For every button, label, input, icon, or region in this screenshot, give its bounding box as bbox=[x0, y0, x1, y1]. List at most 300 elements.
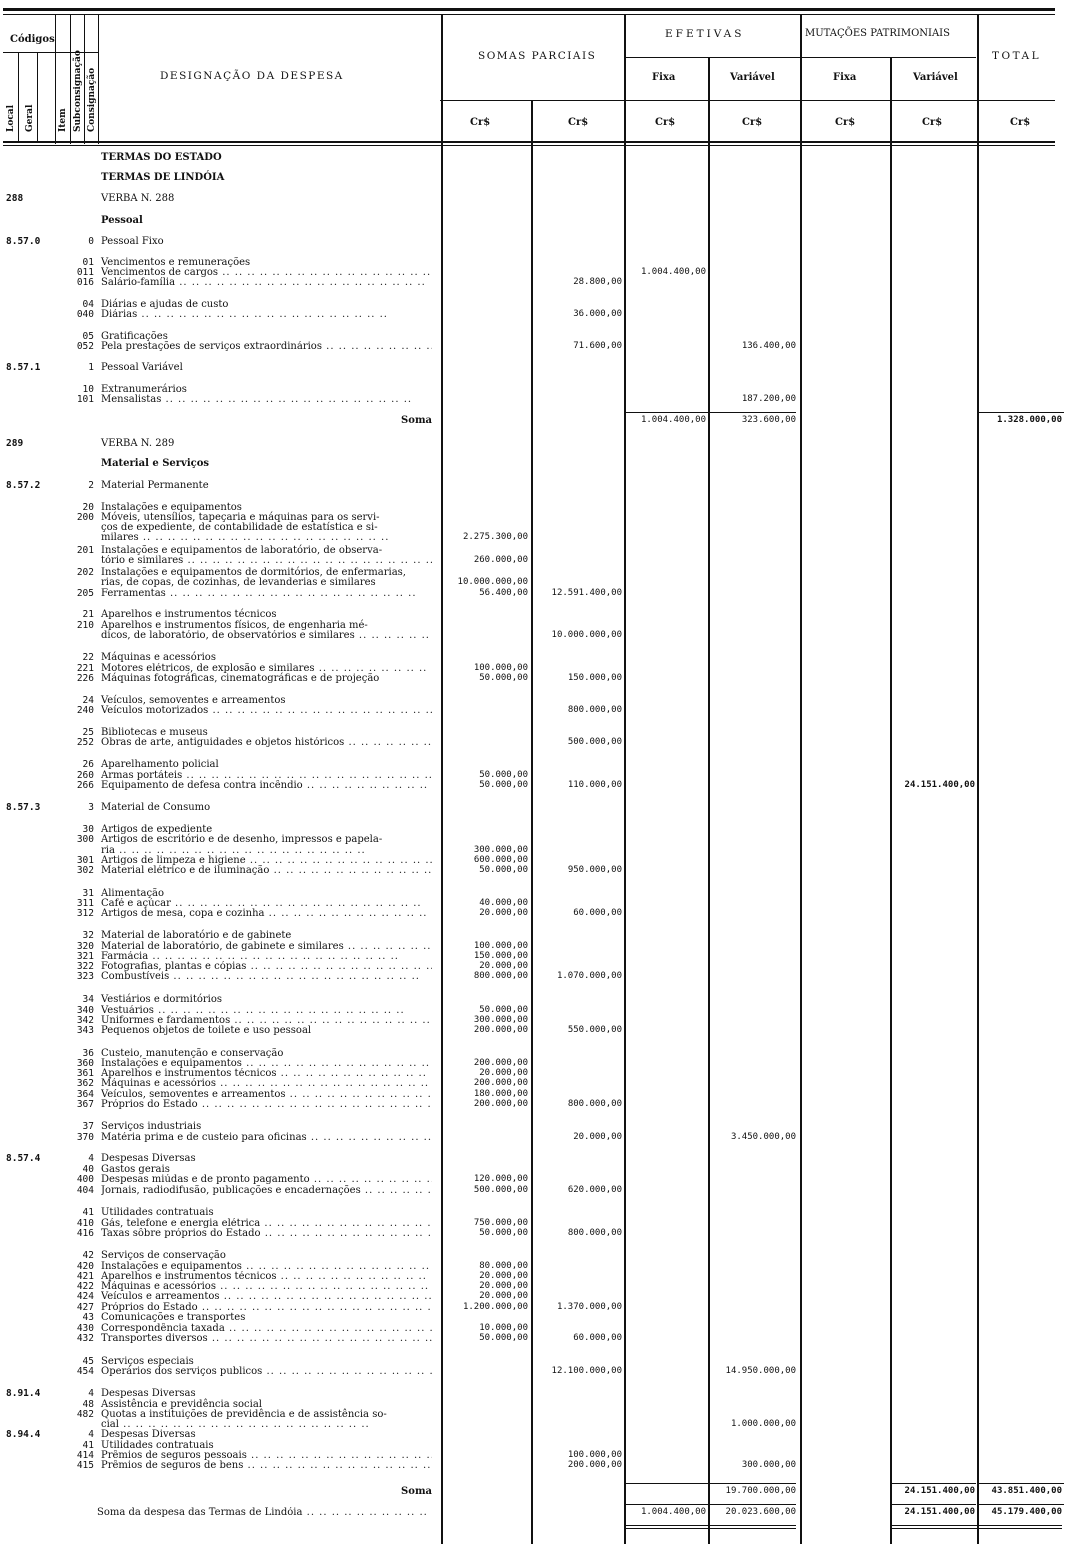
item-code: 24 bbox=[82, 695, 94, 706]
partial-sum-2: 800.000,00 bbox=[567, 705, 622, 715]
partial-sum-1: 50.000,00 bbox=[479, 865, 528, 875]
item-code: 482 bbox=[76, 1409, 94, 1420]
local-code: 8.57.1 bbox=[6, 362, 41, 373]
mutacoes-variavel-value: 24.151.400,00 bbox=[904, 780, 975, 790]
expense-description: Despesas Diversas bbox=[101, 1153, 196, 1164]
item-code: 0 bbox=[88, 236, 94, 247]
partial-sum-2: 800.000,00 bbox=[567, 1228, 622, 1238]
expense-description: Vencimentos e remunerações bbox=[101, 257, 251, 268]
item-code: 240 bbox=[76, 705, 94, 716]
col-rule-subconsig bbox=[84, 14, 85, 144]
local-code: 8.57.3 bbox=[6, 802, 41, 813]
grand-total-label: Soma da despesa das Termas de Lindóia .. .. bbox=[97, 1507, 432, 1518]
item-code: 430 bbox=[76, 1323, 94, 1334]
efetivas-variavel-value: 136.400,00 bbox=[741, 341, 796, 351]
partial-sum-1: 300.000,00 bbox=[473, 1015, 528, 1025]
partial-sum-2: 60.000,00 bbox=[573, 908, 622, 918]
efetivas-variavel-value: 20.023.600,00 bbox=[725, 1507, 796, 1517]
col-rule-geral bbox=[37, 52, 38, 142]
item-code: 421 bbox=[76, 1271, 94, 1282]
partial-sum-1: 300.000,00 bbox=[473, 845, 528, 855]
expense-description: Assistência e previdência social bbox=[101, 1399, 262, 1410]
expense-description: Gratificações bbox=[101, 331, 168, 342]
mutacoes-variavel-value: 24.151.400,00 bbox=[904, 1486, 975, 1496]
local-code: 8.57.4 bbox=[6, 1153, 41, 1164]
mutacoes-header: MUTAÇÕES PATRIMONIAIS bbox=[805, 28, 950, 39]
expense-description: tório e similares .. .. bbox=[101, 555, 432, 566]
partial-sum-1: 50.000,00 bbox=[479, 1005, 528, 1015]
expense-description: ços de expediente, de contabilidade de estatística e si- bbox=[101, 522, 378, 533]
expense-description: Prêmios de seguros de bens .. .. bbox=[101, 1460, 432, 1471]
partial-sum-1: 1.200.000,00 bbox=[462, 1302, 528, 1312]
expense-description: Mensalistas .. .. bbox=[101, 394, 412, 405]
partial-sum-1: 200.000,00 bbox=[473, 1058, 528, 1068]
item-code: 4 bbox=[88, 1388, 94, 1399]
expense-description: Veículos, semoventes e arreamentos .. .. bbox=[101, 1089, 432, 1100]
item-code: 202 bbox=[76, 567, 94, 578]
partial-sum-1: 50.000,00 bbox=[479, 780, 528, 790]
partial-sum-1: 80.000,00 bbox=[479, 1261, 528, 1271]
item-code: 343 bbox=[76, 1025, 94, 1036]
expense-description: VERBA N. 288 bbox=[101, 193, 175, 204]
partial-sum-1: 10.000.000,00 bbox=[457, 577, 528, 587]
item-code: 427 bbox=[76, 1302, 94, 1313]
col-rule-item bbox=[70, 14, 71, 144]
partial-sum-1: 800.000,00 bbox=[473, 971, 528, 981]
partial-sum-2: 110.000,00 bbox=[567, 780, 622, 790]
col-consignacao-label: Consignação bbox=[87, 67, 97, 132]
item-code: 370 bbox=[76, 1132, 94, 1143]
item-code: 48 bbox=[82, 1399, 94, 1410]
item-code: 1 bbox=[88, 362, 94, 373]
col-rule-local bbox=[18, 52, 19, 142]
item-code: 3 bbox=[88, 802, 94, 813]
item-code: 40 bbox=[82, 1164, 94, 1175]
expense-description: Material de laboratório, de gabinete e similares .. .. bbox=[101, 941, 432, 952]
expense-description: Veículos, semoventes e arreamentos bbox=[101, 695, 286, 706]
item-code: 226 bbox=[76, 673, 94, 684]
partial-sum-2: 800.000,00 bbox=[567, 1099, 622, 1109]
expense-description: Artigos de limpeza e higiene .. .. bbox=[101, 855, 432, 866]
item-code: 01 bbox=[82, 257, 94, 268]
expense-description: TERMAS DO ESTADO bbox=[101, 152, 222, 163]
item-code: 266 bbox=[76, 780, 94, 791]
item-code: 360 bbox=[76, 1058, 94, 1069]
sum-rule bbox=[626, 412, 796, 413]
expense-description: Quotas a instituições de previdência e de assistência so- bbox=[101, 1409, 387, 1420]
item-code: 252 bbox=[76, 737, 94, 748]
item-code: 22 bbox=[82, 652, 94, 663]
col-rule-mutacoes-left bbox=[800, 14, 802, 1544]
expense-description: Veículos motorizados .. .. bbox=[101, 705, 432, 716]
item-code: 201 bbox=[76, 545, 94, 556]
expense-description: Material e Serviços bbox=[101, 458, 210, 469]
partial-sum-1: 56.400,00 bbox=[479, 588, 528, 598]
partial-sum-1: 50.000,00 bbox=[479, 770, 528, 780]
col-rule-efetivas-left bbox=[624, 14, 626, 1544]
partial-sum-1: 750.000,00 bbox=[473, 1218, 528, 1228]
grand-total-underline bbox=[892, 1525, 1062, 1526]
partial-sum-2: 100.000,00 bbox=[567, 1450, 622, 1460]
expense-description: Despesas miúdas e de pronto pagamento .. .. bbox=[101, 1174, 432, 1185]
expense-description: Diárias e ajudas de custo bbox=[101, 299, 229, 310]
partial-sum-2: 550.000,00 bbox=[567, 1025, 622, 1035]
item-code: 34 bbox=[82, 994, 94, 1005]
expense-description: Salário-família .. .. bbox=[101, 277, 426, 288]
partial-sum-2: 12.591.400,00 bbox=[551, 588, 622, 598]
item-code: 416 bbox=[76, 1228, 94, 1239]
partial-sum-2: 1.070.000,00 bbox=[556, 971, 622, 981]
item-code: 04 bbox=[82, 299, 94, 310]
expense-description: Máquinas e acessórios bbox=[101, 652, 216, 663]
expense-description: Motores elétricos, de explosão e similares .. .. bbox=[101, 663, 432, 674]
expense-description: Instalações e equipamentos de laboratório, de observa- bbox=[101, 545, 383, 556]
expense-description: Matéria prima e de custeio para oficinas .. .. bbox=[101, 1132, 432, 1143]
total-header: TOTAL bbox=[992, 50, 1042, 62]
expense-description: Diárias .. .. bbox=[101, 309, 388, 320]
expense-description: Artigos de expediente bbox=[101, 824, 213, 835]
expense-description: Obras de arte, antiguidades e objetos históricos .. .. bbox=[101, 737, 432, 748]
item-code: 040 bbox=[76, 309, 94, 320]
local-code: 289 bbox=[6, 438, 24, 449]
partial-sum-1: 100.000,00 bbox=[473, 941, 528, 951]
item-code: 210 bbox=[76, 620, 94, 631]
expense-description: Vestuários .. .. bbox=[101, 1005, 405, 1016]
item-code: 400 bbox=[76, 1174, 94, 1185]
partial-sum-2: 36.000,00 bbox=[573, 309, 622, 319]
partial-sum-2: 28.800,00 bbox=[573, 277, 622, 287]
expense-description: Ferramentas .. .. bbox=[101, 588, 417, 599]
item-code: 362 bbox=[76, 1078, 94, 1089]
item-code: 415 bbox=[76, 1460, 94, 1471]
item-code: 101 bbox=[76, 394, 94, 405]
item-code: 260 bbox=[76, 770, 94, 781]
codigos-label: Códigos bbox=[10, 34, 55, 45]
partial-sum-1: 10.000,00 bbox=[479, 1323, 528, 1333]
expense-description: VERBA N. 289 bbox=[101, 438, 175, 449]
partial-sum-1: 180.000,00 bbox=[473, 1089, 528, 1099]
item-code: 26 bbox=[82, 759, 94, 770]
top-border bbox=[3, 8, 1055, 11]
local-code: 288 bbox=[6, 193, 24, 204]
expense-description: Máquinas e acessórios .. .. bbox=[101, 1281, 432, 1292]
expense-description: Artigos de mesa, copa e cozinha .. .. bbox=[101, 908, 432, 919]
currency-efetivas-variavel: Cr$ bbox=[742, 117, 763, 128]
currency-total: Cr$ bbox=[1010, 117, 1031, 128]
local-code: 8.57.2 bbox=[6, 480, 41, 491]
expense-description: Pequenos objetos de toilete e uso pessoal bbox=[101, 1025, 312, 1036]
col-rule-codigos bbox=[55, 14, 56, 144]
item-code: 301 bbox=[76, 855, 94, 866]
partial-sum-2: 20.000,00 bbox=[573, 1132, 622, 1142]
efetivas-fixa-value: 1.004.400,00 bbox=[640, 415, 706, 425]
partial-sum-2: 500.000,00 bbox=[567, 737, 622, 747]
item-code: 312 bbox=[76, 908, 94, 919]
partial-sum-1: 120.000,00 bbox=[473, 1174, 528, 1184]
col-local-label: Local bbox=[6, 104, 16, 132]
partial-sum-2: 620.000,00 bbox=[567, 1185, 622, 1195]
partial-sum-1: 2.275.300,00 bbox=[462, 532, 528, 542]
expense-description: dicos, de laboratório, de observatórios e similares .. .. bbox=[101, 630, 432, 641]
grand-total-underline bbox=[626, 1528, 796, 1529]
efetivas-variavel-value: 323.600,00 bbox=[741, 415, 796, 425]
expense-description: Utilidades contratuais bbox=[101, 1440, 214, 1451]
sum-rule bbox=[626, 1483, 796, 1484]
mutacoes-variavel-value: 24.151.400,00 bbox=[904, 1507, 975, 1517]
item-code: 323 bbox=[76, 971, 94, 982]
expense-description: Alimentação bbox=[101, 888, 165, 899]
currency-efetivas-fixa: Cr$ bbox=[655, 117, 676, 128]
partial-sum-1: 500.000,00 bbox=[473, 1185, 528, 1195]
expense-description: Serviços industriais bbox=[101, 1121, 202, 1132]
item-code: 4 bbox=[88, 1153, 94, 1164]
efetivas-header: EFETIVAS bbox=[665, 28, 745, 40]
expense-description: Gastos gerais bbox=[101, 1164, 170, 1175]
partial-sum-2: 10.000.000,00 bbox=[551, 630, 622, 640]
item-code: 016 bbox=[76, 277, 94, 288]
expense-description: Material de Consumo bbox=[101, 802, 211, 813]
partial-sum-1: 260.000,00 bbox=[473, 555, 528, 565]
expense-description: ria .. .. bbox=[101, 845, 366, 856]
partial-sum-1: 20.000,00 bbox=[479, 961, 528, 971]
partial-sum-1: 50.000,00 bbox=[479, 673, 528, 683]
expense-description: Despesas Diversas bbox=[101, 1429, 196, 1440]
expense-description: Máquinas fotográficas, cinematográficas e de projeção bbox=[101, 673, 380, 684]
expense-description: Instalações e equipamentos .. .. bbox=[101, 1261, 432, 1272]
expense-description: Correspondência taxada .. .. bbox=[101, 1323, 432, 1334]
expense-description: Pela prestações de serviços extraordinários .. .. bbox=[101, 341, 432, 352]
item-code: 321 bbox=[76, 951, 94, 962]
expense-description: Uniformes e fardamentos .. .. bbox=[101, 1015, 432, 1026]
item-code: 340 bbox=[76, 1005, 94, 1016]
expense-description: Material elétrico e de iluminação .. .. bbox=[101, 865, 432, 876]
expense-description: Extranumerários bbox=[101, 384, 187, 395]
total-value: 45.179.400,00 bbox=[991, 1507, 1062, 1517]
expense-description: Café e açúcar .. .. bbox=[101, 898, 422, 909]
item-code: 4 bbox=[88, 1429, 94, 1440]
partial-sum-1: 20.000,00 bbox=[479, 1281, 528, 1291]
expense-description: Combustíveis .. .. bbox=[101, 971, 420, 982]
expense-description: Instalações e equipamentos bbox=[101, 502, 242, 513]
expense-description: Operários dos serviços publicos .. .. bbox=[101, 1366, 432, 1377]
expense-description: Vencimentos de cargos .. .. bbox=[101, 267, 432, 278]
expense-description: Próprios do Estado .. .. bbox=[101, 1099, 432, 1110]
item-code: 32 bbox=[82, 930, 94, 941]
sum-rule bbox=[892, 1483, 976, 1484]
item-code: 367 bbox=[76, 1099, 94, 1110]
expense-description: Armas portáteis .. .. bbox=[101, 770, 432, 781]
expense-description: Móveis, utensílios, tapeçaria e máquinas para os servi- bbox=[101, 512, 380, 523]
mutacoes-fixa-header: Fixa bbox=[833, 72, 857, 83]
expense-description: Transportes diversos .. .. bbox=[101, 1333, 432, 1344]
sum-rule bbox=[979, 1483, 1064, 1484]
col-rule-fixa-variavel bbox=[708, 57, 710, 1544]
expense-description: milares .. .. bbox=[101, 532, 389, 543]
expense-description: Serviços especiais bbox=[101, 1356, 194, 1367]
partial-sum-1: 50.000,00 bbox=[479, 1228, 528, 1238]
expense-description: Aparelhos e instrumentos técnicos bbox=[101, 609, 277, 620]
partial-sum-1: 20.000,00 bbox=[479, 1291, 528, 1301]
efetivas-variavel-value: 19.700.000,00 bbox=[725, 1486, 796, 1496]
sum-rule bbox=[892, 1504, 976, 1505]
col-geral-label: Geral bbox=[25, 104, 35, 132]
expense-description: Bibliotecas e museus bbox=[101, 727, 208, 738]
item-code: 311 bbox=[76, 898, 94, 909]
partial-sum-1: 20.000,00 bbox=[479, 1271, 528, 1281]
item-code: 30 bbox=[82, 824, 94, 835]
item-code: 10 bbox=[82, 384, 94, 395]
expense-description: Instalações e equipamentos .. .. bbox=[101, 1058, 432, 1069]
expense-description: Fotografias, plantas e cópias .. .. bbox=[101, 961, 432, 972]
expense-description: TERMAS DE LINDÓIA bbox=[101, 172, 225, 183]
efetivas-fixa-value: 1.004.400,00 bbox=[640, 267, 706, 277]
col-item-label: Item bbox=[58, 108, 68, 132]
efetivas-variavel-value: 14.950.000,00 bbox=[725, 1366, 796, 1376]
item-code: 221 bbox=[76, 663, 94, 674]
partial-sum-2: 200.000,00 bbox=[567, 1460, 622, 1470]
grand-total-underline bbox=[626, 1525, 796, 1526]
somas-parciais-header: SOMAS PARCIAIS bbox=[478, 50, 597, 62]
expense-description: Pessoal Fixo bbox=[101, 236, 164, 247]
item-code: 31 bbox=[82, 888, 94, 899]
currency-somas-2: Cr$ bbox=[568, 117, 589, 128]
expense-description: Aparelhos e instrumentos técnicos .. .. bbox=[101, 1271, 432, 1282]
item-code: 320 bbox=[76, 941, 94, 952]
item-code: 454 bbox=[76, 1366, 94, 1377]
header-bottom-border-inner bbox=[3, 145, 1055, 146]
expense-description: Gás, telefone e energia elétrica .. .. bbox=[101, 1218, 432, 1229]
expense-description: Aparelhamento policial bbox=[101, 759, 219, 770]
expense-description: Prêmios de seguros pessoais .. .. bbox=[101, 1450, 432, 1461]
header-bottom-border bbox=[3, 141, 1055, 143]
expense-description: cial .. .. bbox=[101, 1419, 370, 1430]
col-subconsignacao-label: Subconsignação bbox=[73, 50, 83, 132]
currency-mutacoes-variavel: Cr$ bbox=[922, 117, 943, 128]
efetivas-variavel-value: 187.200,00 bbox=[741, 394, 796, 404]
col-rule-somas-mid bbox=[531, 100, 533, 1544]
item-code: 300 bbox=[76, 834, 94, 845]
currency-mutacoes-fixa: Cr$ bbox=[835, 117, 856, 128]
item-code: 37 bbox=[82, 1121, 94, 1132]
col-rule-total-left bbox=[977, 14, 979, 1544]
item-code: 302 bbox=[76, 865, 94, 876]
partial-sum-1: 20.000,00 bbox=[479, 1068, 528, 1078]
expense-description: Taxas sôbre próprios do Estado .. .. bbox=[101, 1228, 432, 1239]
expense-description: Artigos de escritório e de desenho, impressos e papela- bbox=[101, 834, 383, 845]
soma-label: Soma bbox=[401, 415, 432, 426]
efetivas-variavel-value: 300.000,00 bbox=[741, 1460, 796, 1470]
expense-description: Serviços de conservação bbox=[101, 1250, 226, 1261]
expense-description: Material Permanente bbox=[101, 480, 209, 491]
sum-rule bbox=[626, 1504, 796, 1505]
item-code: 011 bbox=[76, 267, 94, 278]
partial-sum-2: 1.370.000,00 bbox=[556, 1302, 622, 1312]
partial-sum-1: 150.000,00 bbox=[473, 951, 528, 961]
expense-description: Máquinas e acessórios .. .. bbox=[101, 1078, 432, 1089]
efetivas-fixa-header: Fixa bbox=[652, 72, 676, 83]
expense-description: Vestiários e dormitórios bbox=[101, 994, 222, 1005]
partial-sum-1: 40.000,00 bbox=[479, 898, 528, 908]
item-code: 361 bbox=[76, 1068, 94, 1079]
sum-rule bbox=[979, 1504, 1064, 1505]
item-code: 404 bbox=[76, 1185, 94, 1196]
designacao-header: DESIGNAÇÃO DA DESPESA bbox=[160, 70, 344, 82]
partial-sum-2: 12.100.000,00 bbox=[551, 1366, 622, 1376]
item-code: 322 bbox=[76, 961, 94, 972]
expense-description: Próprios do Estado .. .. bbox=[101, 1302, 432, 1313]
expense-description: Pessoal Variável bbox=[101, 362, 183, 373]
expense-description: Comunicações e transportes bbox=[101, 1312, 246, 1323]
expense-description: Veículos e arreamentos .. .. bbox=[101, 1291, 432, 1302]
grand-total-underline bbox=[892, 1528, 1062, 1529]
partial-sum-2: 60.000,00 bbox=[573, 1333, 622, 1343]
item-code: 424 bbox=[76, 1291, 94, 1302]
item-code: 342 bbox=[76, 1015, 94, 1026]
partial-sum-2: 71.600,00 bbox=[573, 341, 622, 351]
expense-description: Jornais, radiodifusão, publicações e encadernações .. .. bbox=[101, 1185, 432, 1196]
efetivas-fixa-value: 1.004.400,00 bbox=[640, 1507, 706, 1517]
local-code: 8.91.4 bbox=[6, 1388, 41, 1399]
currency-somas-1: Cr$ bbox=[470, 117, 491, 128]
item-code: 41 bbox=[82, 1207, 94, 1218]
partial-sum-1: 50.000,00 bbox=[479, 1333, 528, 1343]
expense-description: Utilidades contratuais bbox=[101, 1207, 214, 1218]
item-code: 052 bbox=[76, 341, 94, 352]
partial-sum-1: 600.000,00 bbox=[473, 855, 528, 865]
soma-label: Soma bbox=[401, 1486, 432, 1497]
col-rule-mut-fixa-variavel bbox=[890, 57, 892, 1544]
expense-description: Equipamento de defesa contra incêndio .. .. bbox=[101, 780, 432, 791]
col-rule-designacao bbox=[98, 14, 99, 144]
local-code: 8.57.0 bbox=[6, 236, 41, 247]
partial-sum-2: 150.000,00 bbox=[567, 673, 622, 683]
item-code: 20 bbox=[82, 502, 94, 513]
expense-description: Custeio, manutenção e conservação bbox=[101, 1048, 284, 1059]
col-rule-somas-left bbox=[441, 14, 443, 1544]
item-code: 432 bbox=[76, 1333, 94, 1344]
item-code: 25 bbox=[82, 727, 94, 738]
top-border-inner bbox=[3, 14, 1055, 15]
efetivas-variavel-value: 3.450.000,00 bbox=[730, 1132, 796, 1142]
item-code: 36 bbox=[82, 1048, 94, 1059]
item-code: 200 bbox=[76, 512, 94, 523]
sum-rule bbox=[979, 412, 1064, 413]
expense-description: rias, de copas, de cozinhas, de levanderias e similares bbox=[101, 577, 376, 588]
local-code: 8.94.4 bbox=[6, 1429, 41, 1440]
expense-description: Aparelhos e instrumentos técnicos .. .. bbox=[101, 1068, 432, 1079]
partial-sum-1: 200.000,00 bbox=[473, 1099, 528, 1109]
item-code: 42 bbox=[82, 1250, 94, 1261]
total-value: 43.851.400,00 bbox=[991, 1486, 1062, 1496]
item-code: 414 bbox=[76, 1450, 94, 1461]
expense-description: Despesas Diversas bbox=[101, 1388, 196, 1399]
expense-description: Farmácia .. .. bbox=[101, 951, 399, 962]
item-code: 45 bbox=[82, 1356, 94, 1367]
item-code: 410 bbox=[76, 1218, 94, 1229]
expense-description: Pessoal bbox=[101, 215, 143, 226]
efetivas-variavel-header: Variável bbox=[730, 72, 775, 83]
item-code: 420 bbox=[76, 1261, 94, 1272]
item-code: 364 bbox=[76, 1089, 94, 1100]
item-code: 05 bbox=[82, 331, 94, 342]
item-code: 205 bbox=[76, 588, 94, 599]
item-code: 2 bbox=[88, 480, 94, 491]
partial-sum-1: 200.000,00 bbox=[473, 1078, 528, 1088]
expense-description: Instalações e equipamentos de dormitórios, de enfermarias, bbox=[101, 567, 406, 578]
partial-sum-1: 100.000,00 bbox=[473, 663, 528, 673]
mutacoes-variavel-header: Variável bbox=[913, 72, 958, 83]
item-code: 43 bbox=[82, 1312, 94, 1323]
